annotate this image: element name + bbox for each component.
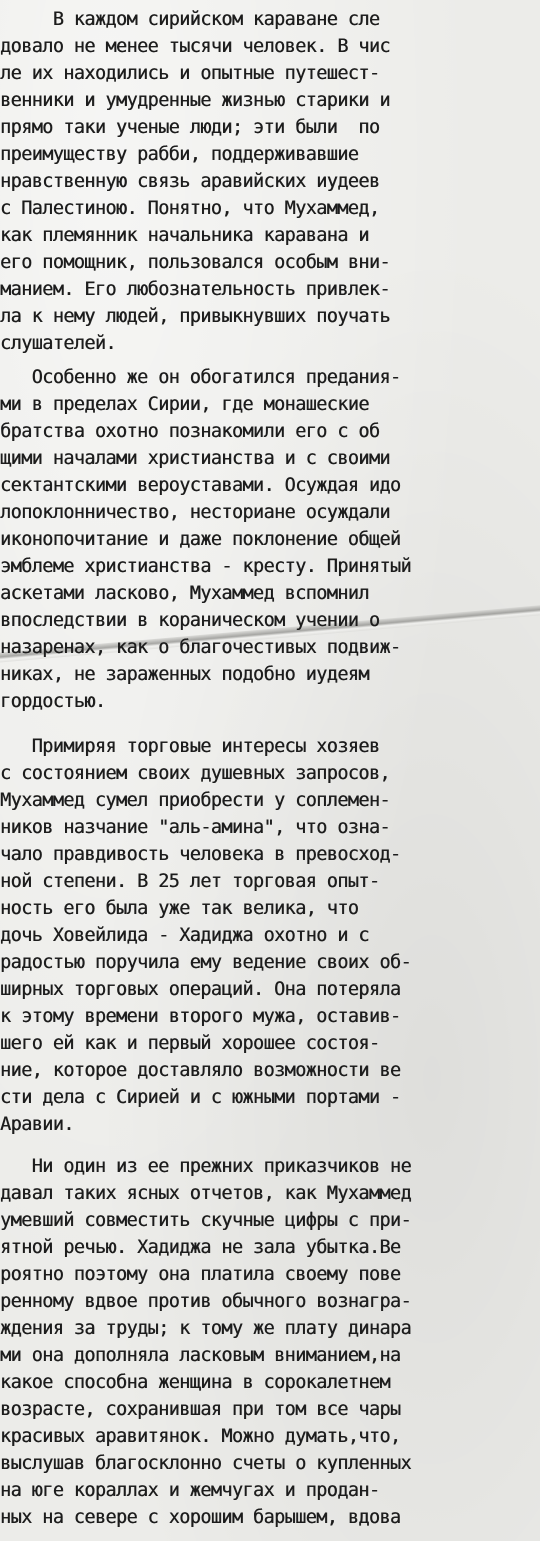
text-line: венники и умудренные жизнью старики и: [0, 90, 390, 111]
text-line: преимуществу рабби, поддерживавшие: [0, 144, 359, 165]
text-line: В каждом сирийском караване сле: [0, 9, 380, 30]
text-line: ла к нему людей, привыкнувших поучать: [0, 306, 390, 327]
text-line: Мухаммед сумел приобрести у соплемен-: [0, 790, 390, 811]
text-line: ной степени. В 25 лет торговая опыт-: [0, 871, 380, 892]
text-line: ние, которое доставляло возможности ве: [0, 1060, 401, 1081]
text-line: дочь Ховейлида - Хадиджа охотно и с: [0, 925, 369, 946]
text-line: аскетами ласково, Мухаммед вспомнил: [0, 583, 369, 604]
text-line: ми она дополняла ласковым вниманием,на: [0, 1345, 401, 1366]
text-line: ми в пределах Сирии, где монашеские: [0, 394, 369, 415]
text-line: красивых аравитянок. Можно думать,что,: [0, 1426, 401, 1447]
text-line: ширных торговых операций. Она потеряла: [0, 979, 401, 1000]
text-line: впоследствии в кораническом учении о: [0, 610, 380, 631]
text-line: выслушав благосклонно счеты о купленных: [0, 1453, 411, 1474]
text-line: прямо таки ученые люди; эти были по: [0, 117, 380, 138]
text-line: манием. Его любознательность привлек-: [0, 279, 390, 300]
paragraph-3: [0, 733, 540, 1138]
text-line: ных на севере с хорошим барышем, вдова: [0, 1507, 401, 1528]
text-line: Аравии.: [0, 1114, 74, 1135]
paragraph-2: [0, 364, 540, 715]
text-line: с состоянием своих душевных запросов,: [0, 763, 390, 784]
text-line: довало не менее тысячи человек. В чис: [0, 36, 390, 57]
text-line: братства охотно познакомили его с об: [0, 421, 380, 442]
text-line: к этому времени второго мужа, оставив-: [0, 1006, 401, 1027]
text-line: ность его была уже так велика, что: [0, 898, 359, 919]
text-line: какое способна женщина в сорокалетнем: [0, 1372, 390, 1393]
text-line: нравственную связь аравийских иудеев: [0, 171, 380, 192]
text-line: сектантскими вероуставами. Осуждая идо: [0, 475, 401, 496]
text-line: ждения за труды; к тому же плату динара: [0, 1318, 411, 1339]
text-line: слушателей.: [0, 333, 116, 354]
paragraph-1: [0, 6, 540, 357]
text-line: ле их находились и опытные путешест-: [0, 63, 380, 84]
text-line: лопоклонничество, несториане осуждали: [0, 502, 390, 523]
text-line: Особенно же он обогатился предания-: [0, 367, 401, 388]
text-line: сти дела с Сирией и с южными портами -: [0, 1087, 401, 1108]
text-line: ятной речью. Хадиджа не зала убытка.Ве: [0, 1237, 401, 1258]
text-line: с Палестиною. Понятно, что Мухаммед,: [0, 198, 380, 219]
text-line: роятно поэтому она платила своему пове: [0, 1264, 401, 1285]
text-line: никах, не зараженных подобно иудеям: [0, 664, 369, 685]
text-line: чало правдивость человека в превосход-: [0, 844, 401, 865]
text-line: ников назчание "аль-амина", что озна-: [0, 817, 390, 838]
text-line: ренному вдвое против обычного вознагра-: [0, 1291, 411, 1312]
text-line: шего ей как и первый хорошее состоя-: [0, 1033, 380, 1054]
paragraph-4: [0, 1153, 540, 1531]
text-line: его помощник, пользовался особым вни-: [0, 252, 390, 273]
text-line: умевший совместить скучные цифры с при-: [0, 1210, 411, 1231]
text-line: иконопочитание и даже поклонение общей: [0, 529, 401, 550]
text-line: радостью поручила ему ведение своих об-: [0, 952, 411, 973]
text-line: Ни один из ее прежних приказчиков не: [0, 1156, 411, 1177]
text-line: гордостью.: [0, 691, 106, 712]
text-line: возрасте, сохранившая при том все чары: [0, 1399, 401, 1420]
text-line: как племянник начальника каравана и: [0, 225, 369, 246]
text-line: давал таких ясных отчетов, как Мухаммед: [0, 1183, 411, 1204]
text-line: на юге кораллах и жемчугах и продан-: [0, 1480, 380, 1501]
text-line: щими началами христианства и с своими: [0, 448, 390, 469]
text-line: эмблеме христианства - кресту. Принятый: [0, 556, 411, 577]
text-line: назаренах, как о благочестивых подвиж-: [0, 637, 401, 658]
text-line: Примиряя торговые интересы хозяев: [0, 736, 380, 757]
